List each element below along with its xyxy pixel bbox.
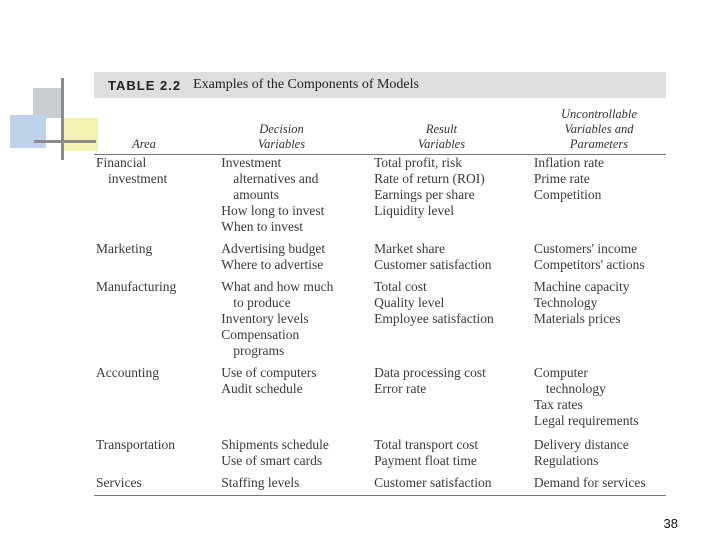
page-number: 38	[663, 516, 678, 531]
cell-uncontrollable	[532, 437, 666, 469]
cell-result	[372, 475, 532, 491]
ornament-vertical-line	[61, 78, 64, 160]
cell-line: Error rate	[374, 381, 427, 396]
cell-decision	[219, 279, 372, 359]
cell-area	[94, 279, 219, 359]
cell-line: Compensation	[221, 327, 300, 342]
cell-line: When to invest	[221, 219, 303, 234]
cell-area	[94, 155, 219, 235]
cell-line: Advertising budget	[221, 241, 326, 256]
cell-line: Where to advertise	[221, 257, 324, 272]
cell-result	[372, 437, 532, 469]
cell-line: Accounting	[96, 365, 159, 380]
model-components-table	[94, 72, 666, 496]
table-banner	[94, 72, 666, 98]
table-headers	[94, 98, 666, 155]
cell-line: Rate of return (ROI)	[374, 171, 485, 186]
cell-line: Employee satisfaction	[374, 311, 494, 326]
cell-result	[372, 365, 532, 429]
cell-line: Market share	[374, 241, 445, 256]
table-number: TABLE 2.2	[108, 77, 182, 93]
cell-line: Liquidity level	[374, 203, 454, 218]
cell-line: Marketing	[96, 241, 153, 256]
cell-line: Customer satisfaction	[374, 257, 492, 272]
cell-decision	[219, 437, 372, 469]
cell-result	[372, 279, 532, 359]
cell-line: Total transport cost	[374, 437, 479, 452]
cell-line: Shipments schedule	[221, 437, 329, 452]
cell-line: Competitors' actions	[533, 257, 645, 272]
cell-uncontrollable	[532, 155, 666, 235]
cell-line: How long to invest	[221, 203, 325, 218]
table-row	[94, 365, 666, 429]
cell-line: Customer satisfaction	[374, 475, 492, 490]
cell-line: Legal requirements	[533, 413, 639, 428]
cell-line: Inflation rate	[533, 155, 604, 170]
cell-line: Delivery distance	[533, 437, 629, 452]
cell-area	[94, 475, 219, 491]
cell-line: Machine capacity	[533, 279, 630, 294]
cell-line: Prime rate	[533, 171, 590, 186]
header-uncontrollable: Uncontrollable Variables and Parameters	[561, 107, 637, 151]
table-row	[94, 241, 666, 273]
cell-line: Regulations	[533, 453, 599, 468]
cell-decision	[219, 365, 372, 429]
cell-line: Demand for services	[533, 475, 646, 490]
cell-line: Computer	[533, 365, 588, 380]
cell-decision	[219, 241, 372, 273]
cell-line: Inventory levels	[221, 311, 309, 326]
cell-line: Total profit, risk	[374, 155, 463, 170]
ornament-square-gray	[33, 88, 63, 118]
cell-line: Earnings per share	[374, 187, 475, 202]
table-row	[94, 475, 666, 491]
cell-line: Financial	[96, 155, 147, 170]
cell-line: Technology	[533, 295, 598, 310]
cell-line: investment	[108, 171, 168, 186]
cell-line: Competition	[533, 187, 602, 202]
table-body	[94, 155, 666, 491]
cell-line: Manufacturing	[96, 279, 177, 294]
cell-result	[372, 155, 532, 235]
cell-line: Audit schedule	[221, 381, 303, 396]
cell-area	[94, 437, 219, 469]
cell-line: Staffing levels	[221, 475, 300, 490]
cell-decision	[219, 475, 372, 491]
table-caption: Examples of the Components of Models	[193, 77, 419, 92]
cell-line: Use of computers	[221, 365, 317, 380]
cell-line: to produce	[233, 295, 291, 310]
cell-area	[94, 365, 219, 429]
ornament-horizontal-line	[34, 140, 96, 143]
cell-result	[372, 241, 532, 273]
ornament-square-blue	[10, 115, 46, 148]
cell-uncontrollable	[532, 475, 666, 491]
cell-uncontrollable	[532, 279, 666, 359]
cell-line: Tax rates	[533, 397, 583, 412]
table-row	[94, 279, 666, 359]
cell-line: Customers' income	[533, 241, 638, 256]
cell-line: Transportation	[96, 437, 176, 452]
cell-line: Materials prices	[533, 311, 621, 326]
table-row	[94, 155, 666, 235]
cell-line: Services	[96, 475, 142, 490]
cell-decision	[219, 155, 372, 235]
cell-uncontrollable	[532, 365, 666, 429]
cell-uncontrollable	[532, 241, 666, 273]
header-area: Area	[132, 137, 156, 151]
ornament-square-yellow	[62, 118, 98, 151]
cell-line: Quality level	[374, 295, 445, 310]
cell-line: Payment float time	[374, 453, 477, 468]
cell-area	[94, 241, 219, 273]
cell-line: Total cost	[374, 279, 427, 294]
cell-line: alternatives and	[233, 171, 319, 186]
cell-line: Data processing cost	[374, 365, 486, 380]
header-decision: Decision Variables	[257, 122, 306, 151]
header-result: Result Variables	[417, 122, 466, 151]
cell-line: amounts	[233, 187, 279, 202]
cell-line: programs	[233, 343, 285, 358]
cell-line: technology	[545, 381, 606, 396]
cell-line: What and how much	[221, 279, 334, 294]
table-row	[94, 437, 666, 469]
table-bottom-rule	[94, 495, 666, 496]
cell-line: Use of smart cards	[221, 453, 323, 468]
cell-line: Investment	[221, 155, 282, 170]
